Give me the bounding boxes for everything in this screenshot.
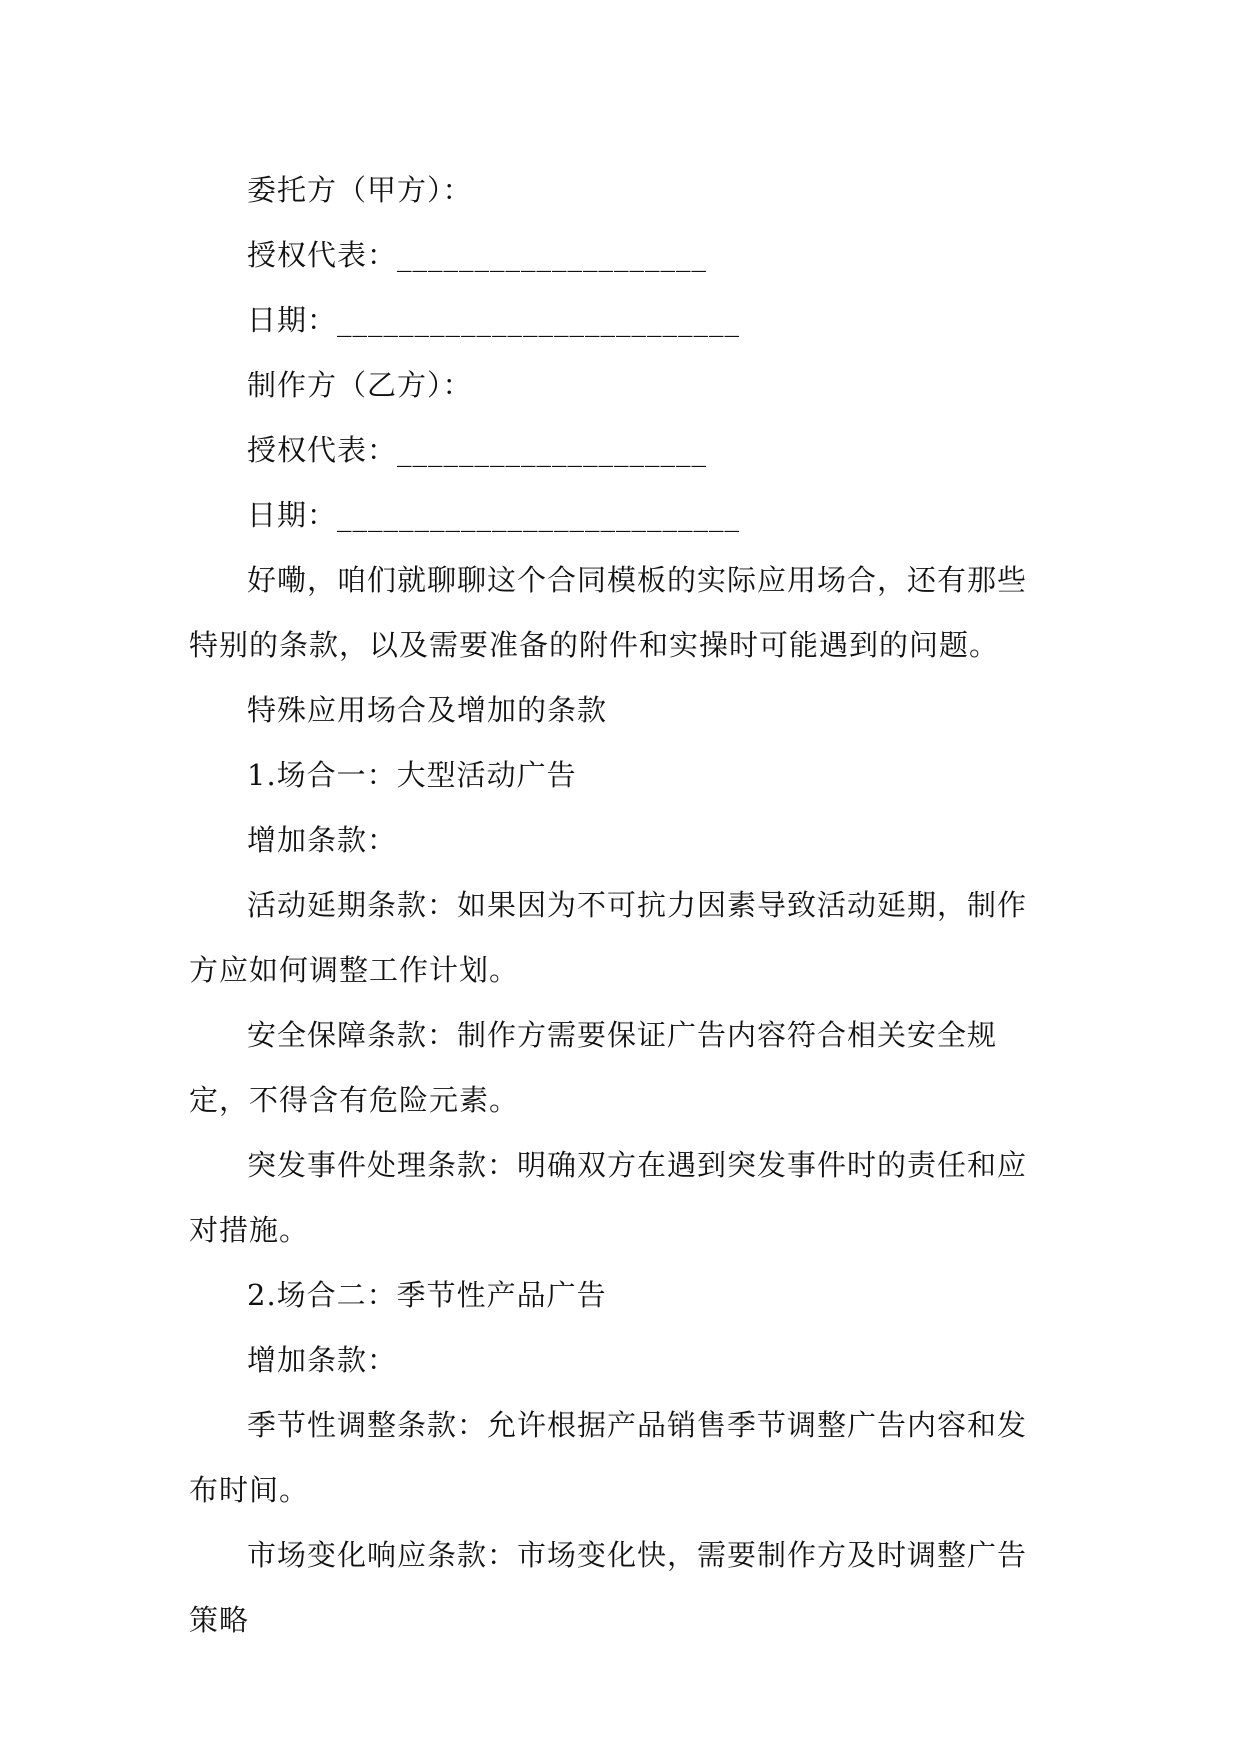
document-body — [189, 158, 1055, 1653]
clause-emergency: 突发事件处理条款：明确双方在遇到突发事件时的责任和应对措施。 — [189, 1148, 1028, 1247]
party-b-date-line: 日期：__________________________ — [247, 498, 741, 532]
scenario-2-heading: 2.场合二：季节性产品广告 — [247, 1278, 607, 1312]
scenario-1-heading: 1.场合一：大型活动广告 — [247, 758, 577, 792]
section-heading: 特殊应用场合及增加的条款 — [247, 693, 608, 727]
party-a-heading: 委托方（甲方）： — [247, 173, 473, 207]
clause-seasonal-adjustment: 季节性调整条款：允许根据产品销售季节调整广告内容和发布时间。 — [189, 1408, 1028, 1507]
clause-safety: 安全保障条款：制作方需要保证广告内容符合相关安全规定，不得含有危险元素。 — [189, 1018, 998, 1117]
clause-market-response: 市场变化响应条款：市场变化快，需要制作方及时调整广告策略 — [189, 1538, 1028, 1637]
intro-paragraph: 好嘞，咱们就聊聊这个合同模板的实际应用场合，还有那些特别的条款，以及需要准备的附件和实操时可能遇到的问题。 — [189, 563, 1028, 662]
party-b-representative-line: 授权代表：____________________ — [247, 433, 708, 467]
party-b-heading: 制作方（乙方）： — [247, 368, 473, 402]
scenario-1-added-clauses-label: 增加条款： — [247, 823, 398, 857]
clause-event-delay: 活动延期条款：如果因为不可抗力因素导致活动延期，制作方应如何调整工作计划。 — [189, 888, 1028, 987]
party-a-date-line: 日期：__________________________ — [247, 303, 741, 337]
party-a-representative-line: 授权代表：____________________ — [247, 238, 708, 272]
scenario-2-added-clauses-label: 增加条款： — [247, 1343, 398, 1377]
